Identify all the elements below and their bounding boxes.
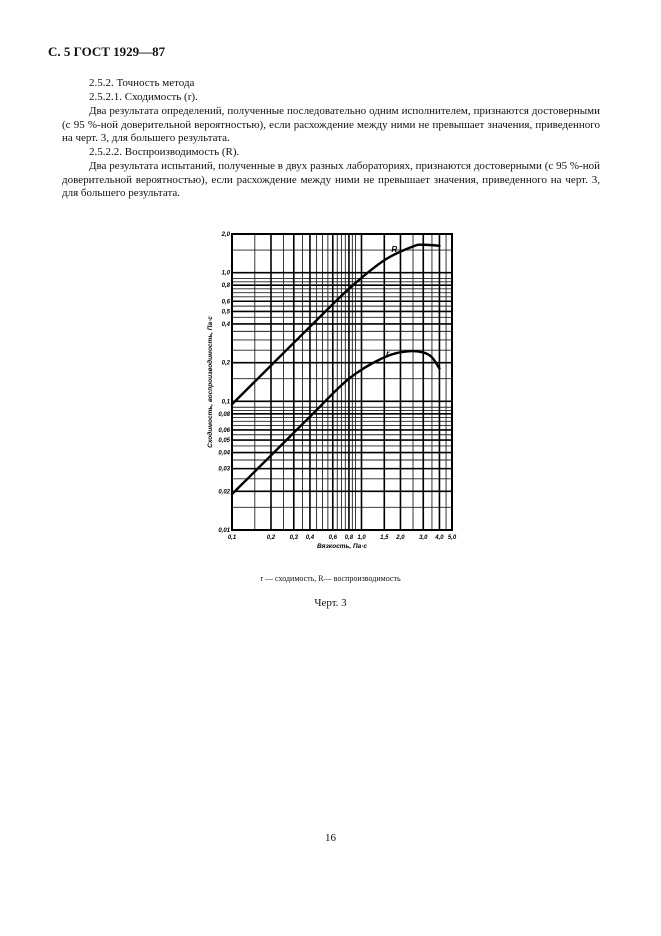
y-tick-label: 2,0: [221, 232, 230, 238]
y-tick-label: 0,2: [221, 360, 230, 367]
x-axis-label: Вязкость, Па·с: [316, 543, 368, 550]
y-axis-label: Сходимость, воспроизводимость, Па·с: [207, 316, 214, 448]
y-tick-label: 0,4: [221, 321, 230, 328]
x-tick-label: 0,8: [344, 535, 354, 541]
x-tick-label: 0,4: [305, 535, 315, 541]
series-label-R: R: [391, 244, 398, 254]
y-tick-label: 0,1: [221, 399, 230, 406]
figure-caption: r — сходимость, R— воспроизводимость: [260, 574, 401, 583]
x-tick-label: 1,0: [357, 535, 366, 541]
series-label-r: r: [386, 349, 390, 359]
y-tick-label: 0,02: [218, 489, 230, 496]
x-tick-label: 1,5: [380, 535, 389, 541]
y-tick-label: 0,05: [218, 438, 230, 445]
x-tick-label: 0,2: [266, 535, 276, 541]
x-tick-label: 4,0: [435, 535, 444, 541]
y-tick-label: 0,5: [221, 309, 230, 316]
y-tick-label: 0,08: [218, 411, 230, 418]
paragraph-reproducibility-text: Два результата испытаний, полученные в двух разных лабораториях, признаются достоверными (с 95 %-ной доверительной вероятностью), если расхождение между ними не превышает значения, приведенного на черт. 3, для большего результата.: [62, 160, 600, 199]
chart: [200, 228, 470, 563]
y-tick-label: 0,06: [218, 427, 230, 434]
paragraph-repeatability-title: 2.5.2.1. Сходимость (r).: [89, 91, 198, 103]
x-tick-label: 3,0: [419, 535, 428, 541]
paragraph-reproducibility-title: 2.5.2.2. Воспроизводимость (R).: [89, 146, 240, 158]
paragraph-repeatability-text: Два результата определений, полученные последовательно одним исполнителем, признаются достоверными (с 95 %-ной доверительной вероятностью), если расхождение между ними не превышает значения, приведенного на черт. 3, для большего результата.: [62, 105, 600, 144]
y-tick-label: 0,04: [218, 450, 230, 457]
x-tick-label: 5,0: [447, 535, 457, 541]
x-tick-label: 0,1: [227, 535, 237, 541]
paragraph-section-title: 2.5.2. Точность метода: [89, 77, 195, 89]
page-number: 16: [325, 832, 336, 844]
x-tick-label: 2,0: [396, 535, 405, 541]
page-header: С. 5 ГОСТ 1929—87: [48, 44, 166, 59]
x-tick-label: 0,6: [328, 535, 337, 541]
y-tick-label: 0,6: [221, 299, 230, 306]
y-tick-label: 1,0: [221, 270, 230, 277]
y-tick-label: 0,03: [218, 466, 230, 473]
figure-label: Черт. 3: [314, 597, 347, 609]
y-tick-label: 0,01: [218, 528, 230, 534]
y-tick-label: 0,8: [221, 283, 230, 290]
x-tick-label: 0,3: [289, 535, 298, 541]
